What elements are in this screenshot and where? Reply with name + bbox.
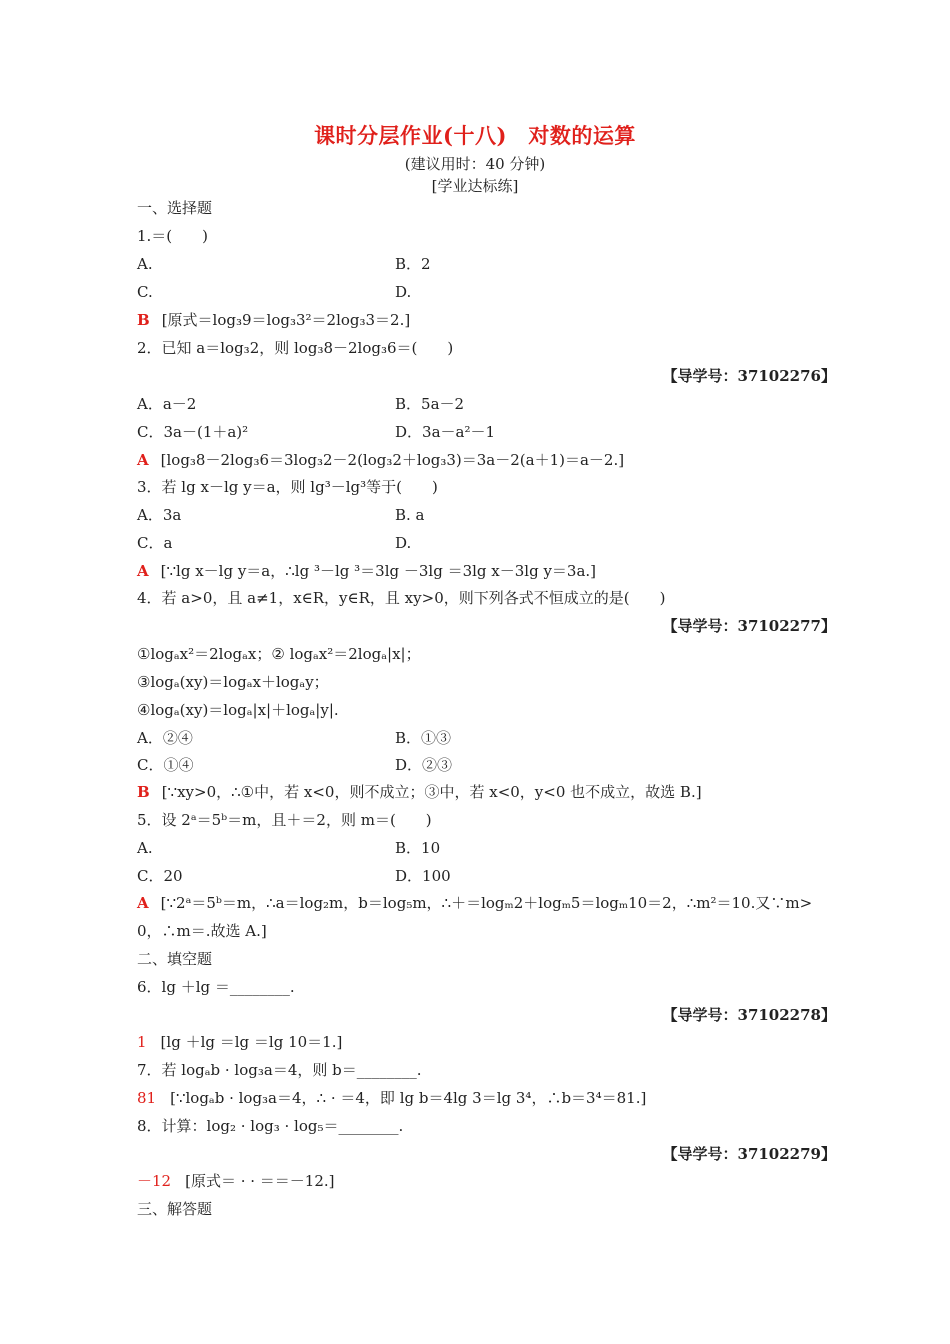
q1-explanation: [原式＝log₃9＝log₃3²＝2log₃3＝2.] — [161, 311, 411, 329]
q2-answer-line — [137, 449, 624, 471]
q4-option-b: B．①③ — [395, 729, 452, 747]
q4-statement-3: ③logₐ(xy)＝logₐx＋logₐy； — [137, 673, 329, 691]
q7-stem: 7．若 logₐb · log₃a＝4，则 b＝________. — [137, 1061, 422, 1079]
q1-answer: B — [137, 311, 150, 329]
q5-stem: 5．设 2ᵃ＝5ᵇ＝m，且＋＝2，则 m＝( ) — [137, 811, 432, 829]
q4-statement-1-2: ①logₐx²＝2logₐx；② logₐx²＝2logₐ|x|； — [137, 645, 421, 663]
q5-option-d: D．100 — [395, 867, 451, 885]
q5-explanation-2: 0，∴m＝.故选 A.] — [137, 922, 267, 940]
q1-stem: 1.＝( ) — [137, 227, 209, 245]
q6-answer: 1 — [137, 1033, 147, 1051]
q3-option-d: D. — [395, 534, 412, 552]
q4-answer-line — [137, 781, 702, 803]
q6-explanation: [lg ＋lg ＝lg ＝lg 10＝1.] — [160, 1033, 343, 1051]
q6-stem: 6．lg ＋lg ＝________. — [137, 978, 295, 996]
q2-option-c: C．3a－(1＋a)² — [137, 423, 249, 441]
q1-option-c: C. — [137, 283, 153, 301]
q7-answer: 81 — [137, 1089, 157, 1107]
q4-stem: 4．若 a>0，且 a≠1，x∈R，y∈R，且 xy>0，则下列各式不恒成立的是( ) — [137, 589, 666, 607]
q8-explanation: [原式＝ · · ＝＝－12.] — [185, 1172, 335, 1190]
q7-answer-line — [137, 1087, 646, 1109]
suggested-time: (建议用时：40 分钟) — [404, 155, 546, 173]
q7-explanation: [∵logₐb · log₃a＝4，∴ · ＝4，即 lg b＝4lg 3＝lg 3⁴，∴b＝3⁴＝81.] — [170, 1089, 647, 1107]
q2-explanation: [log₃8－2log₃6＝3log₃2－2(log₃2＋log₃3)＝3a－2(a＋1)＝a－2.] — [160, 451, 625, 469]
q4-option-a: A．②④ — [137, 729, 193, 747]
section-heading-choice: 一、选择题 — [137, 199, 213, 217]
section-heading-fill: 二、填空题 — [137, 950, 213, 968]
q2-option-a: A．a－2 — [137, 395, 197, 413]
q1-option-b: B．2 — [395, 255, 431, 273]
q5-option-c: C．20 — [137, 867, 183, 885]
q2-answer: A — [137, 451, 149, 469]
q8-guide-number: 【导学号：37102279】 — [662, 1145, 836, 1163]
q8-answer-line — [137, 1170, 335, 1192]
q3-option-b: B. a — [395, 506, 425, 524]
q5-option-a: A. — [137, 839, 153, 857]
q5-explanation-1: [∵2ᵃ＝5ᵇ＝m，∴a＝log₂m，b＝log₅m，∴＋＝logₘ2＋logₘ5＝logₘ10＝2，∴m²＝10.又∵m> — [160, 894, 813, 912]
q6-guide-number: 【导学号：37102278】 — [662, 1006, 836, 1024]
q1-answer-line — [137, 309, 410, 331]
q3-explanation: [∵lg x－lg y＝a，∴lg ³－lg ³＝3lg －3lg ＝3lg x－3lg y＝3a.] — [160, 562, 597, 580]
q3-answer-line — [137, 560, 596, 582]
q3-option-c: C．a — [137, 534, 173, 552]
page-title: 课时分层作业(十八) 对数的运算 — [314, 123, 636, 148]
q1-option-a: A. — [137, 255, 153, 273]
q2-option-d: D．3a－a²－1 — [395, 423, 496, 441]
q3-stem: 3．若 lg x－lg y＝a，则 lg³－lg³等于( ) — [137, 478, 438, 496]
q5-option-b: B．10 — [395, 839, 441, 857]
q6-answer-line — [137, 1031, 342, 1053]
q4-explanation: [∵xy>0，∴①中，若 x<0，则不成立；③中，若 x<0，y<0 也不成立，故选 B.] — [161, 783, 702, 801]
q2-guide-number: 【导学号：37102276】 — [662, 367, 836, 385]
q8-stem: 8．计算：log₂ · log₃ · log₅＝________. — [137, 1117, 404, 1135]
q2-option-b: B．5a－2 — [395, 395, 465, 413]
level-label: [学业达标练] — [431, 177, 519, 195]
q5-answer: A — [137, 894, 149, 912]
q4-guide-number: 【导学号：37102277】 — [662, 617, 836, 635]
q3-answer: A — [137, 562, 149, 580]
q4-option-d: D．②③ — [395, 756, 453, 774]
q3-option-a: A．3a — [137, 506, 182, 524]
q8-answer: －12 — [137, 1172, 172, 1190]
q1-option-d: D. — [395, 283, 412, 301]
section-heading-solve: 三、解答题 — [137, 1200, 213, 1218]
q2-stem: 2．已知 a＝log₃2，则 log₃8－2log₃6＝( ) — [137, 339, 454, 357]
q5-answer-line — [137, 892, 812, 914]
q4-option-c: C．①④ — [137, 756, 194, 774]
q4-answer: B — [137, 783, 150, 801]
q4-statement-4: ④logₐ(xy)＝logₐ|x|＋logₐ|y|. — [137, 701, 339, 719]
